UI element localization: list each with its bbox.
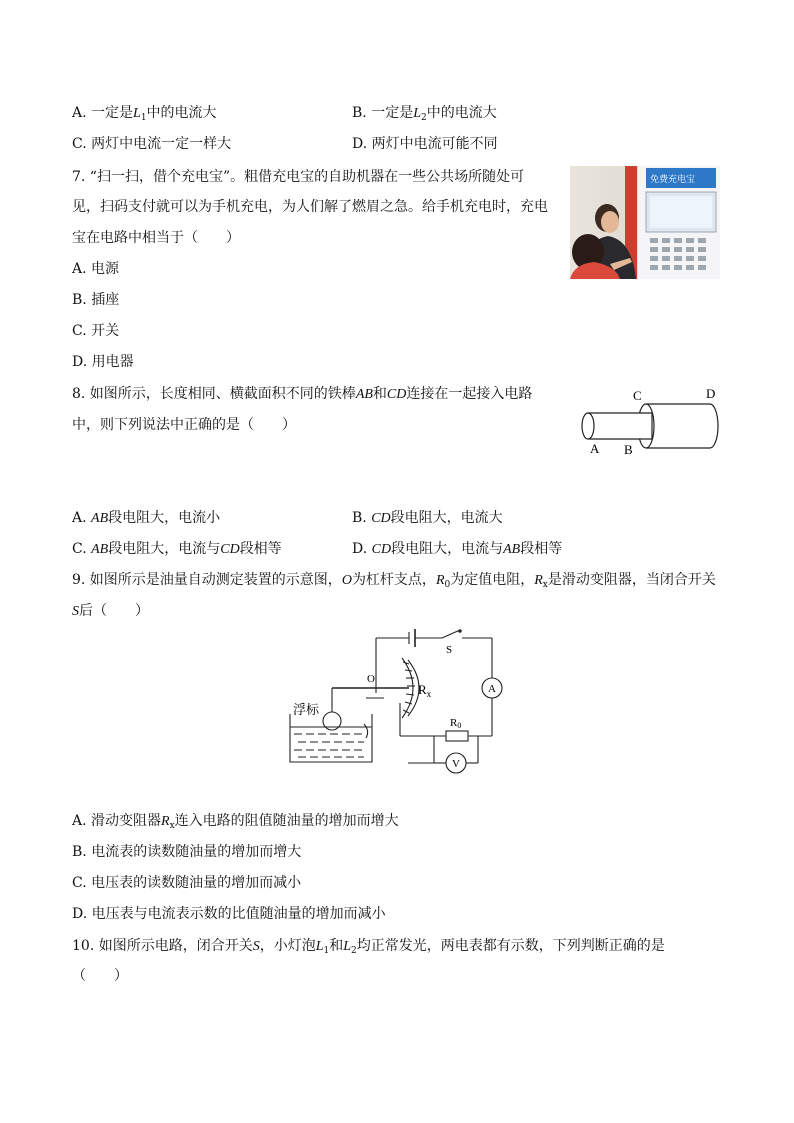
switch-label: S bbox=[446, 644, 453, 656]
q8-option-b: B. CD段电阻大，电流大 bbox=[352, 510, 503, 526]
label-a: A bbox=[590, 441, 600, 456]
q7-stem-line1: 7. “扫一扫，借个充电宝”。粗借充电宝的自助机器在一些公共场所随处可 bbox=[72, 169, 525, 185]
q7-option-b: B. 插座 bbox=[72, 292, 120, 308]
q8-option-c: C. AB段电阻大，电流与CD段相等 bbox=[72, 541, 282, 557]
q10-stem-line1: 10. 如图所示电路，闭合开关S，小灯泡$L_1$和$L_2$均正常发光，两电表都有示数，下列判断正确的是 bbox=[72, 938, 665, 956]
q9-stem-line1: 9. 如图所示是油量自动测定装置的示意图，O为杠杆支点，$R_0$为定值电阻，$R_x$是滑动变阻器，当闭合开关 bbox=[72, 572, 716, 590]
q8-option-d: D. CD段电阻大，电流与AB段相等 bbox=[352, 541, 563, 557]
q9-stem-line2: S后（ ） bbox=[72, 603, 149, 619]
label-b: B bbox=[624, 442, 633, 457]
q9-option-c: C. 电压表的读数随油量的增加而减小 bbox=[72, 875, 302, 891]
photo-sign-text: 免费充电宝 bbox=[650, 175, 696, 185]
r0-label: R0 bbox=[450, 717, 462, 730]
q7-stem-line2: 见，扫码支付就可以为手机充电，为人们解了燃眉之急。给手机充电时，充电 bbox=[72, 199, 548, 215]
float-label: 浮标 bbox=[293, 703, 320, 718]
q6-option-c: C. 两灯中电流一定一样大 bbox=[72, 136, 232, 152]
pivot-label: O bbox=[367, 673, 375, 685]
q8-rod-figure bbox=[572, 384, 724, 460]
voltmeter-label: V bbox=[452, 758, 460, 770]
q8-option-a: A. AB段电阻大，电流小 bbox=[72, 510, 221, 526]
q9-option-d: D. 电压表与电流表示数的比值随油量的增加而减小 bbox=[72, 906, 386, 922]
q6-option-a: A. 一定是$L_1$中的电流大 bbox=[72, 105, 217, 123]
rx-label: $R_x$ bbox=[418, 682, 432, 699]
ammeter-label: A bbox=[488, 683, 496, 695]
label-d: D bbox=[706, 386, 716, 401]
label-c: C bbox=[633, 388, 642, 403]
q8-stem-line2: 中，则下列说法中正确的是（ ） bbox=[72, 417, 296, 433]
q9-circuit-figure bbox=[284, 628, 514, 778]
charging-station-photo bbox=[570, 166, 720, 279]
q7-option-c: C. 开关 bbox=[72, 323, 120, 339]
q7-option-d: D. 用电器 bbox=[72, 354, 134, 370]
q8-stem-line1: 8. 如图所示，长度相同、横截面积不同的铁棒AB和CD连接在一起接入电路 bbox=[72, 386, 533, 402]
q7-stem-line3: 宝在电路中相当于（ ） bbox=[72, 230, 240, 246]
q9-option-b: B. 电流表的读数随油量的增加而增大 bbox=[72, 844, 302, 860]
q6-option-b: B. 一定是$L_2$中的电流大 bbox=[352, 105, 497, 123]
q9-option-a: A. 滑动变阻器$R_x$连入电路的阻值随油量的增加而增大 bbox=[72, 813, 399, 831]
q6-option-d: D. 两灯中电流可能不同 bbox=[352, 136, 498, 152]
q7-option-a: A. 电源 bbox=[72, 261, 120, 277]
q10-stem-line2: （ ） bbox=[72, 968, 128, 984]
